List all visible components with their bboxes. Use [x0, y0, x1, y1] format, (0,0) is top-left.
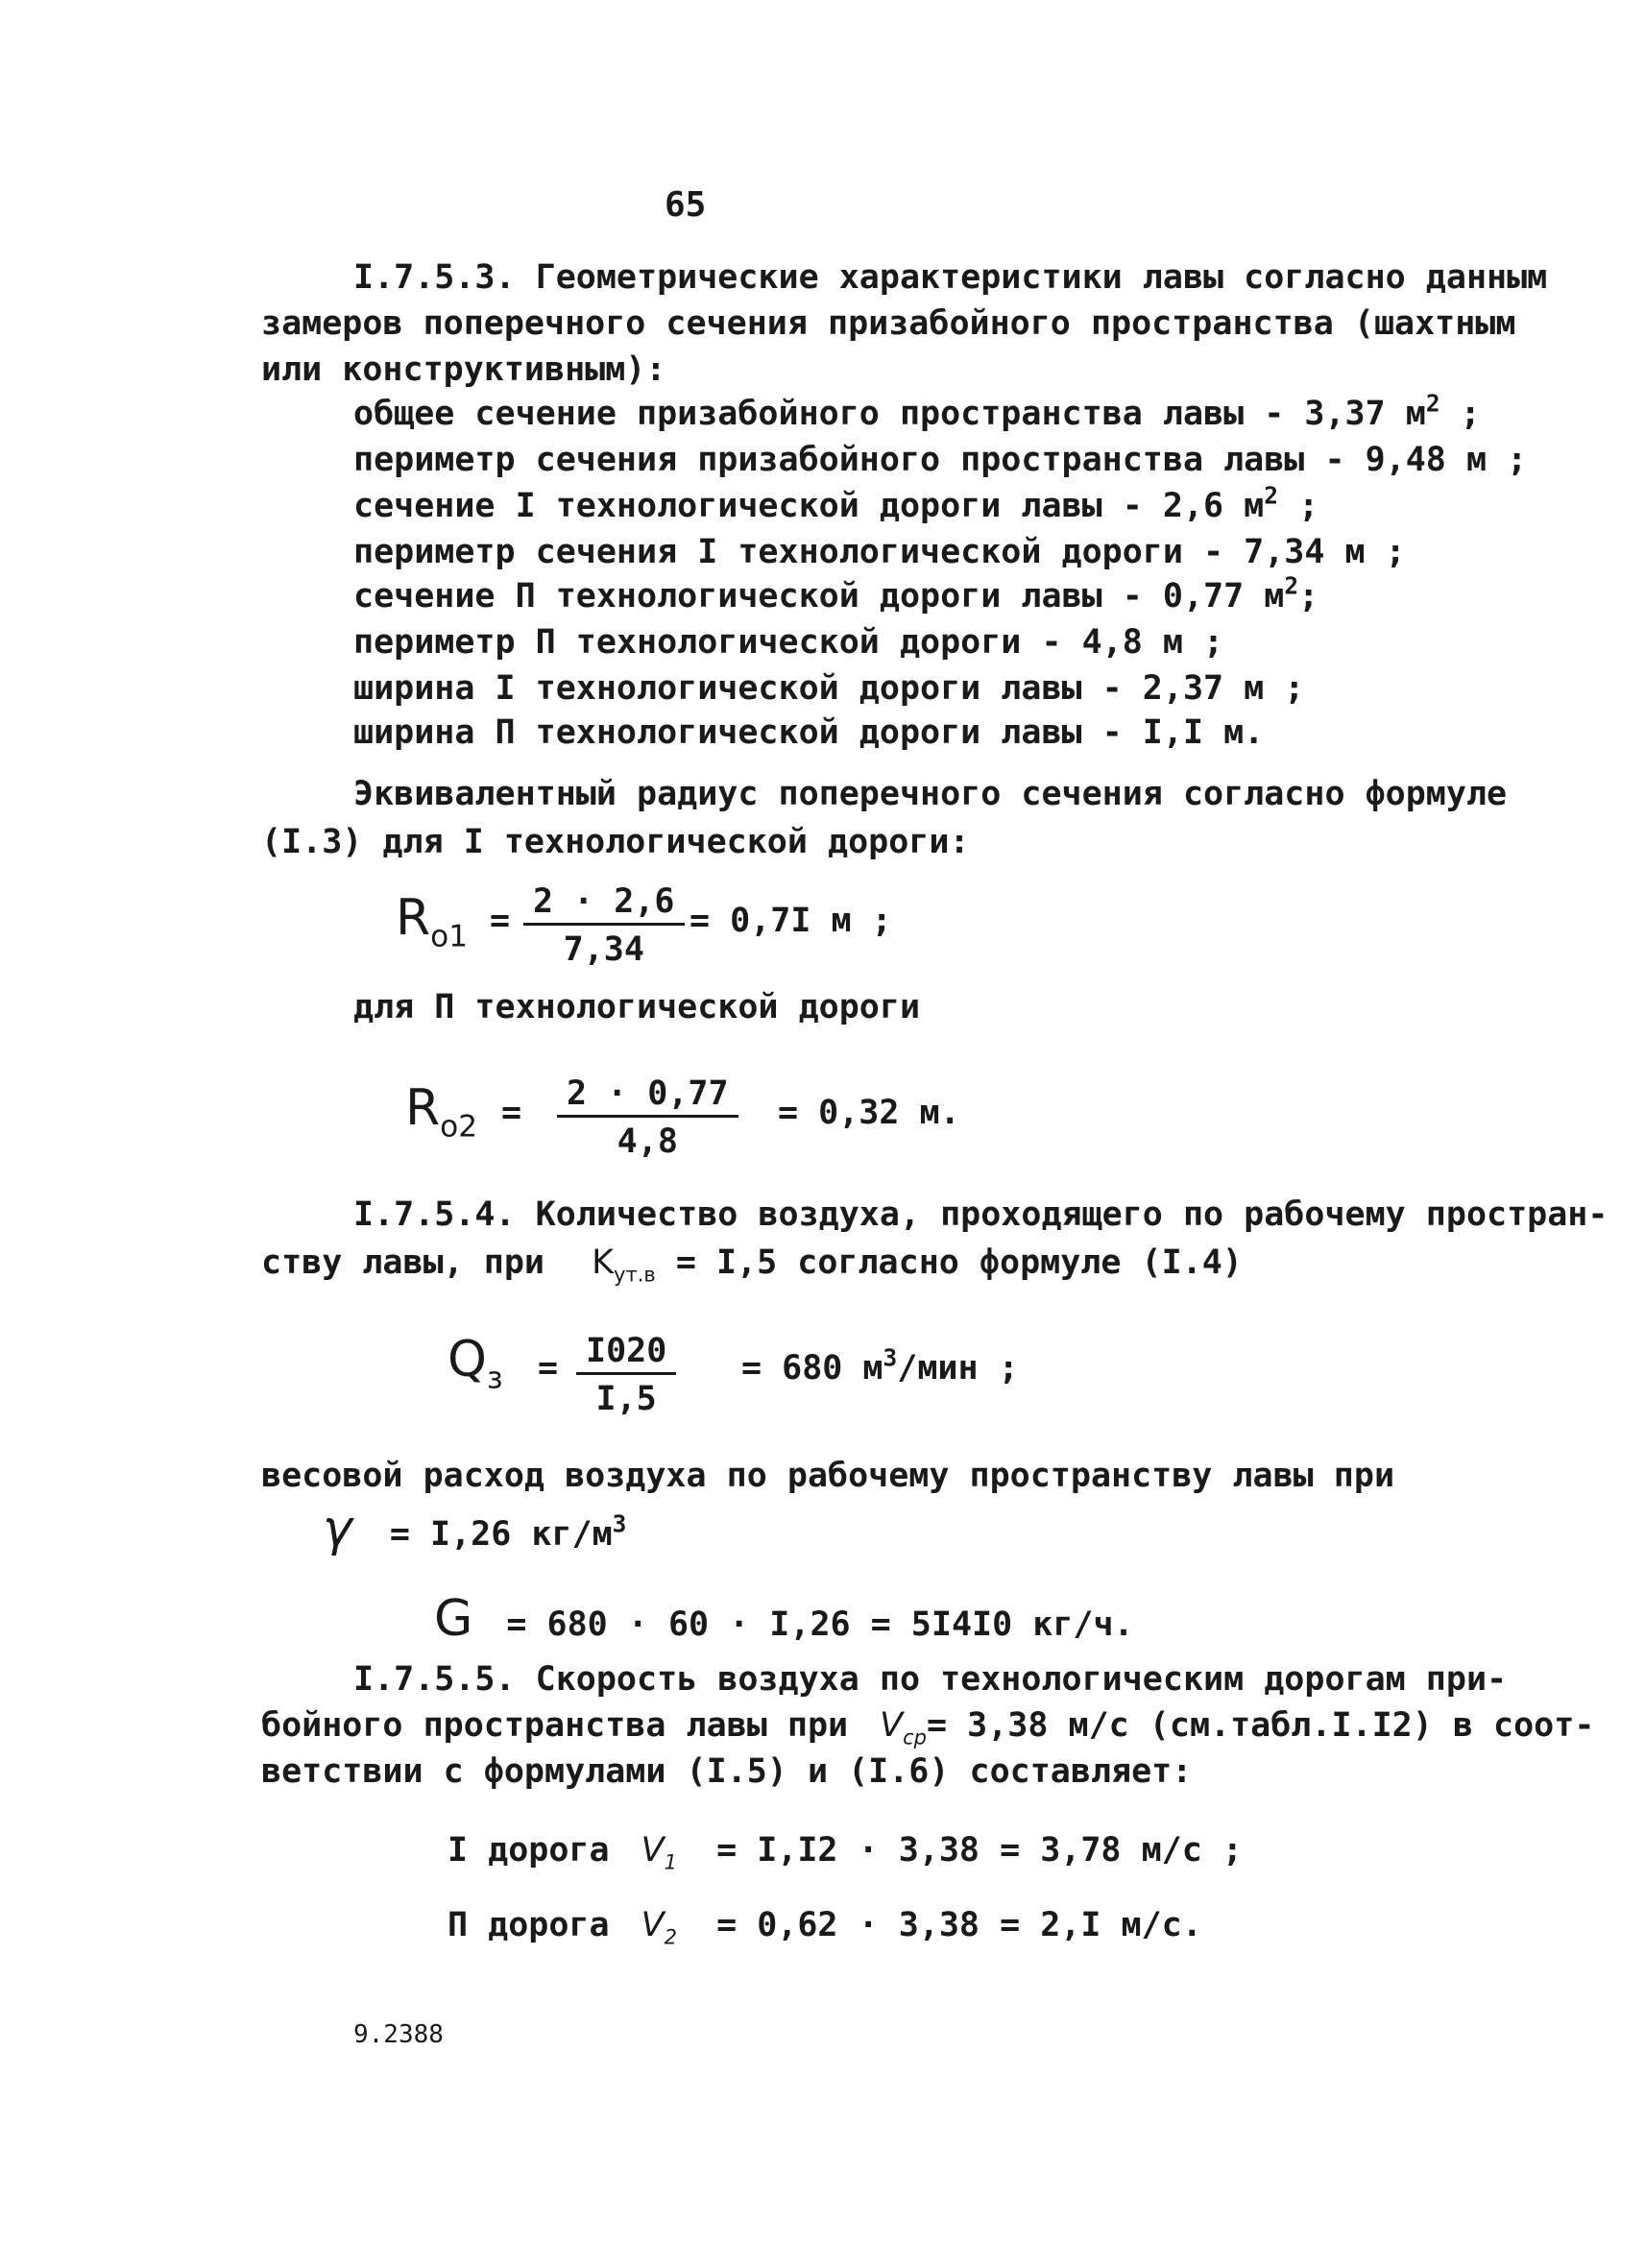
weight-flow-line: весовой расход воздуха по рабочему пространству лавы при [261, 1457, 1395, 1495]
gamma-line: γ = I,26 $кг/м^3$ [323, 1500, 627, 1557]
list-item: периметр П технологической дороги - 4,8 м ; [353, 623, 1224, 662]
list-item: ширина I технологической дороги лавы - 2,37 м ; [353, 669, 1305, 708]
formula-r2-denominator: 4,8 [617, 1122, 678, 1161]
formula-q-denominator: I,5 [595, 1380, 657, 1418]
section-1-7-5-3-heading-line2: замеров поперечного сечения призабойного пространства (шахтным [261, 304, 1516, 343]
road1-velocity: I дорога $V_1 = I,I2 \cdot 3,38 = 3,78$ м/с ; [448, 1831, 1243, 1874]
formula-r1-result: = 0,7I м ; [689, 902, 892, 940]
v1-symbol: $V_1$ [641, 1831, 677, 1874]
section-1-7-5-5-line3: ветствии с формулами (I.5) и (I.6) составляет: [261, 1752, 1193, 1791]
v-symbol: $V_{ср}$ [880, 1706, 928, 1749]
formula-r1-fraction [523, 882, 685, 969]
equiv-radius-line2: (I.3) для I технологической дороги: [261, 823, 970, 861]
section-1-7-5-3-heading-line3: или конструктивным): [261, 350, 666, 389]
formula-g-symbol: G [434, 1590, 473, 1648]
formula-r1-symbol: $R_{o1}$ [396, 889, 469, 954]
formula-r2-numerator: 2 · 0,77 [557, 1077, 738, 1118]
formula-q-fraction [576, 1332, 676, 1418]
formula-r1-denominator: 7,34 [563, 930, 644, 969]
list-item: ширина П технологической дороги лавы - I,I м. [353, 713, 1265, 752]
page-number: 65 [665, 185, 707, 225]
formula-q-result: = 680 $м^3$/мин ; [741, 1343, 1019, 1387]
list-item: сечение П технологической дороги лавы - 0,77 $м^2$; [353, 571, 1319, 615]
formula-r2-eq: = [501, 1094, 522, 1132]
formula-r1-numerator: 2 · 2,6 [523, 885, 685, 926]
formula-r2-result: = 0,32 м. [778, 1094, 960, 1132]
list-item: периметр сечения I технологической дороги - 7,34 м ; [353, 533, 1406, 571]
footer-code: 9.2388 [353, 2020, 444, 2049]
list-item: общее сечение призабойного пространства лавы - 3,37 $м^2$ ; [353, 389, 1481, 433]
section-1-7-5-4-line2: ству лавы, при $K_{ут.в} = I,5$ согласно формуле (I.4) [261, 1243, 1243, 1287]
formula-r2-fraction [557, 1074, 738, 1161]
formula-r1-eq: = [490, 902, 511, 940]
road2-label: для П технологической дороги [353, 988, 921, 1026]
section-1-7-5-5-line2: бойного пространства лавы при $V_{ср}= 3,38$ м/с (см.табл.I.I2) в соот- [261, 1706, 1595, 1749]
list-item: сечение I технологической дороги лавы - 2,6 $м^2$ ; [353, 481, 1319, 525]
gamma-symbol: γ [323, 1500, 352, 1557]
formula-r2-symbol: $R_{o2}$ [405, 1079, 478, 1145]
formula-q-symbol: $Q_з$ [448, 1331, 503, 1396]
section-1-7-5-4-line1: I.7.5.4. Количество воздуха, проходящего по рабочему простран- [353, 1195, 1609, 1234]
k-symbol: $K_{ут.в}$ [592, 1243, 656, 1287]
formula-q-numerator: I020 [576, 1335, 676, 1375]
formula-q-eq: = [538, 1349, 559, 1387]
equiv-radius-line1: Эквивалентный радиус поперечного сечения согласно формуле [353, 775, 1508, 813]
section-1-7-5-5-line1: I.7.5.5. Скорость воздуха по технологическим дорогам при- [353, 1660, 1508, 1699]
v2-symbol: $V_2$ [641, 1906, 677, 1949]
section-1-7-5-3-heading-line1: I.7.5.3. Геометрические характеристики лавы согласно данным [353, 258, 1548, 297]
list-item: периметр сечения призабойного пространства лавы - 9,48 м ; [353, 441, 1528, 479]
formula-g: G = 680 · 60 · I,26 = 5I4I0 кг/ч. [434, 1590, 1134, 1648]
road2-velocity: П дорога $V_2 = 0,62 \cdot 3,38 = 2,I$ м/с. [448, 1906, 1202, 1949]
